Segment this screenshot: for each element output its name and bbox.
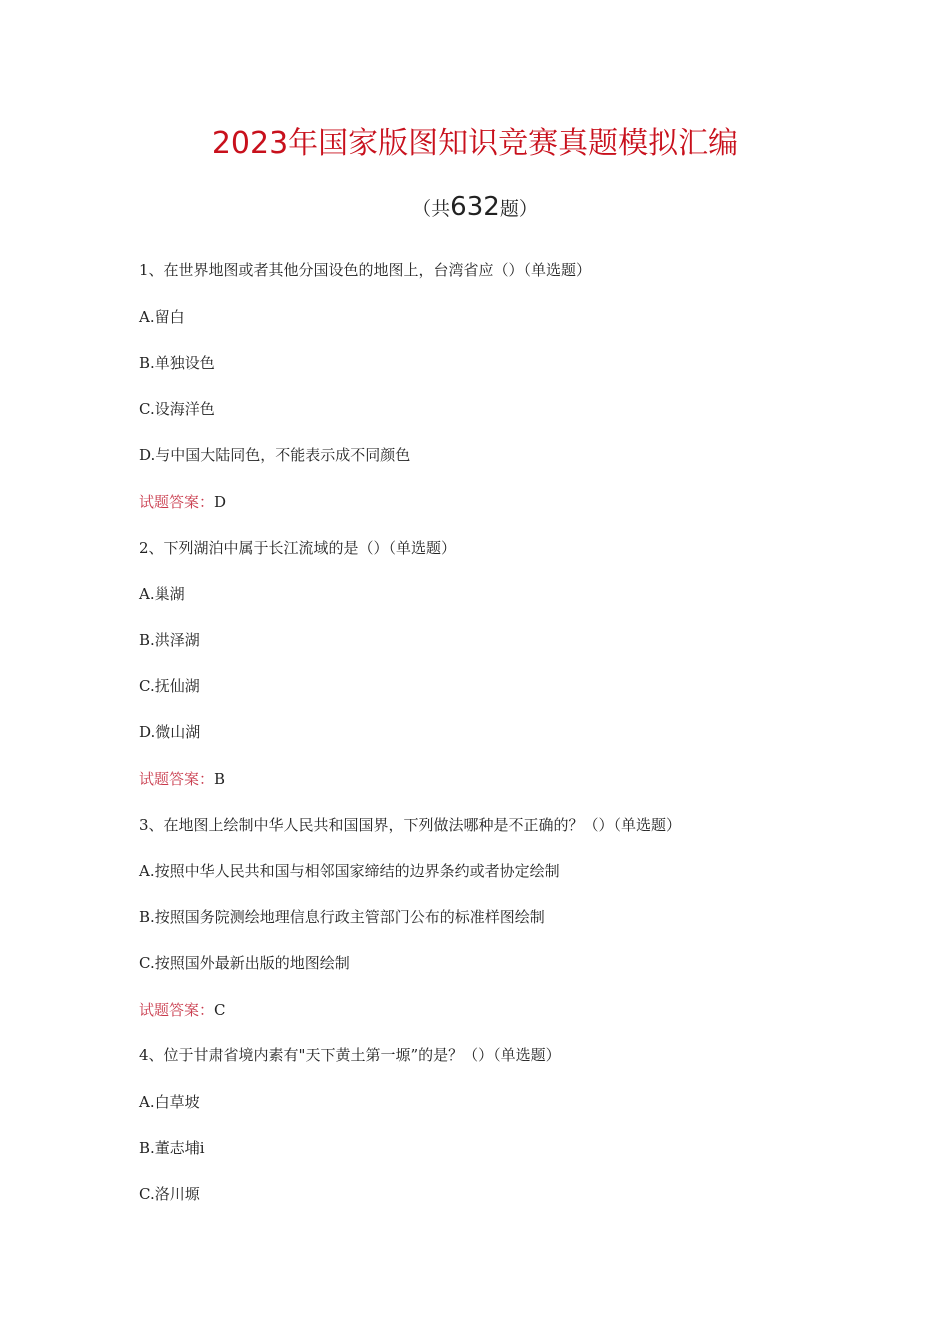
option-item: B.单独设色 bbox=[139, 354, 215, 372]
option-item: C.洛川塬 bbox=[139, 1185, 200, 1203]
option-item: C.设海洋色 bbox=[139, 400, 215, 418]
count-suffix: 题） bbox=[499, 198, 538, 220]
option-item: D.微山湖 bbox=[139, 723, 201, 741]
option-item: A.留白 bbox=[139, 308, 185, 326]
answer-value: D bbox=[214, 493, 227, 511]
count-number: 632 bbox=[450, 192, 500, 222]
question-stem: 4、位于甘肃省境内素有"天下黄土第一塬”的是？（）（单选题） bbox=[139, 1046, 561, 1064]
option-item: B.洪泽湖 bbox=[139, 631, 200, 649]
answer-label: 试题答案： bbox=[139, 1001, 215, 1019]
answer-line bbox=[139, 769, 225, 789]
option-item: B.董志埔i bbox=[139, 1139, 205, 1157]
answer-value: C bbox=[214, 1001, 226, 1019]
answer-value: B bbox=[214, 770, 226, 788]
count-prefix: （共 bbox=[412, 198, 451, 220]
option-item: C.抚仙湖 bbox=[139, 677, 200, 695]
answer-label: 试题答案： bbox=[139, 770, 215, 788]
option-item: A.巢湖 bbox=[139, 585, 185, 603]
question-stem: 3、在地图上绘制中华人民共和国国界，下列做法哪种是不正确的？（）（单选题） bbox=[139, 816, 682, 834]
option-item: D.与中国大陆同色，不能表示成不同颜色 bbox=[139, 446, 411, 464]
question-count bbox=[0, 192, 950, 222]
question-stem: 1、在世界地图或者其他分国设色的地图上，台湾省应（）（单选题） bbox=[139, 261, 592, 279]
option-item: A.按照中华人民共和国与相邻国家缔结的边界条约或者协定绘制 bbox=[139, 862, 560, 880]
answer-line bbox=[139, 492, 226, 512]
answer-line bbox=[139, 1000, 226, 1020]
option-item: B.按照国务院测绘地理信息行政主管部门公布的标准样图绘制 bbox=[139, 908, 545, 926]
option-item: A.白草坡 bbox=[139, 1093, 200, 1111]
option-item: C.按照国外最新出版的地图绘制 bbox=[139, 954, 350, 972]
question-stem: 2、下列湖泊中属于长江流域的是（）（单选题） bbox=[139, 539, 457, 557]
answer-label: 试题答案： bbox=[139, 493, 215, 511]
page-title: 2023年国家版图知识竞赛真题模拟汇编 bbox=[211, 126, 739, 161]
